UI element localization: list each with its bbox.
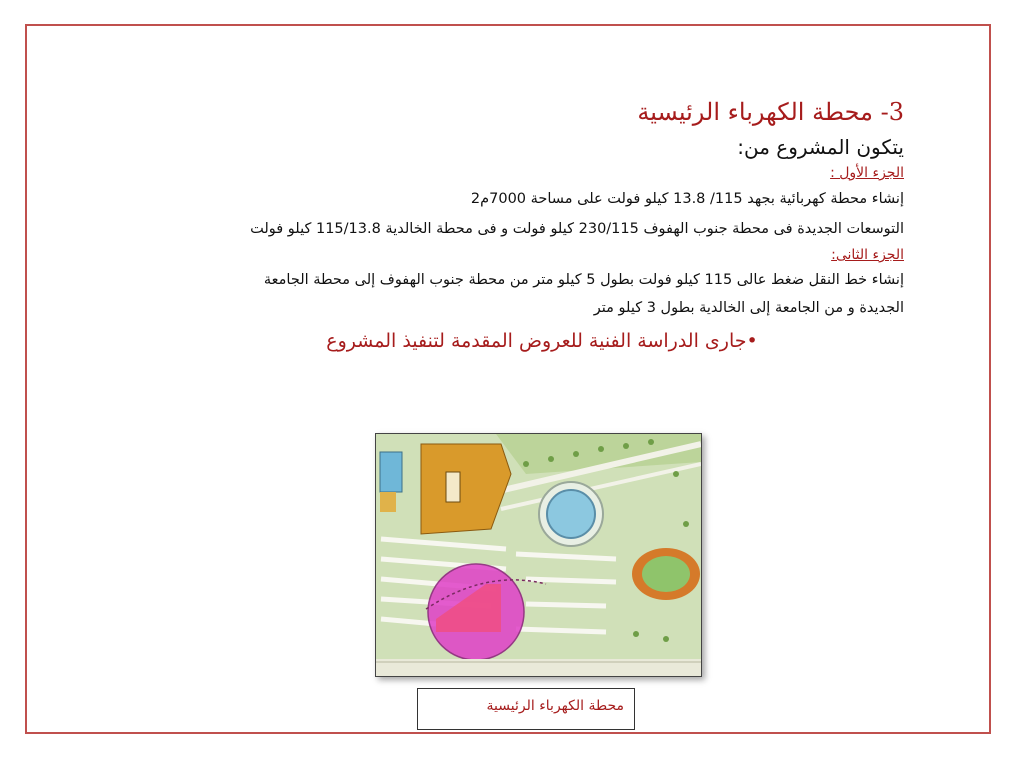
image-caption-box [417, 688, 635, 730]
slide-subtitle: يتكون المشروع من: [737, 135, 904, 159]
part2-heading: الجزء الثانى: [831, 247, 904, 263]
part1-line-1: إنشاء محطة كهربائية بجهد 115/ 13.8 كيلو فولت على مساحة 7000م2 [470, 191, 904, 207]
part2-line-1: إنشاء خط النقل ضغط عالى 115 كيلو فولت بطول 5 كيلو متر من محطة جنوب الهفوف إلى محطة الجامعة [263, 272, 904, 288]
part1-heading: الجزء الأول : [830, 165, 904, 181]
slide-content [60, 96, 904, 356]
part1-line-2: التوسعات الجديدة فى محطة جنوب الهفوف 230/115 كيلو فولت و فى محطة الخالدية 115/13.8 كيلو فولت [250, 221, 904, 237]
site-plan-image [375, 433, 702, 677]
image-caption: محطة الكهرباء الرئيسية [486, 698, 624, 714]
status-bullet: •جارى الدراسة الفنية للعروض المقدمة لتنفيذ المشروع [326, 330, 758, 352]
part2-line-2: الجديدة و من الجامعة إلى الخالدية بطول 3 كيلو متر [593, 300, 904, 316]
site-plan-drawing [376, 434, 701, 676]
slide-title: 3- محطة الكهرباء الرئيسية [637, 98, 904, 126]
